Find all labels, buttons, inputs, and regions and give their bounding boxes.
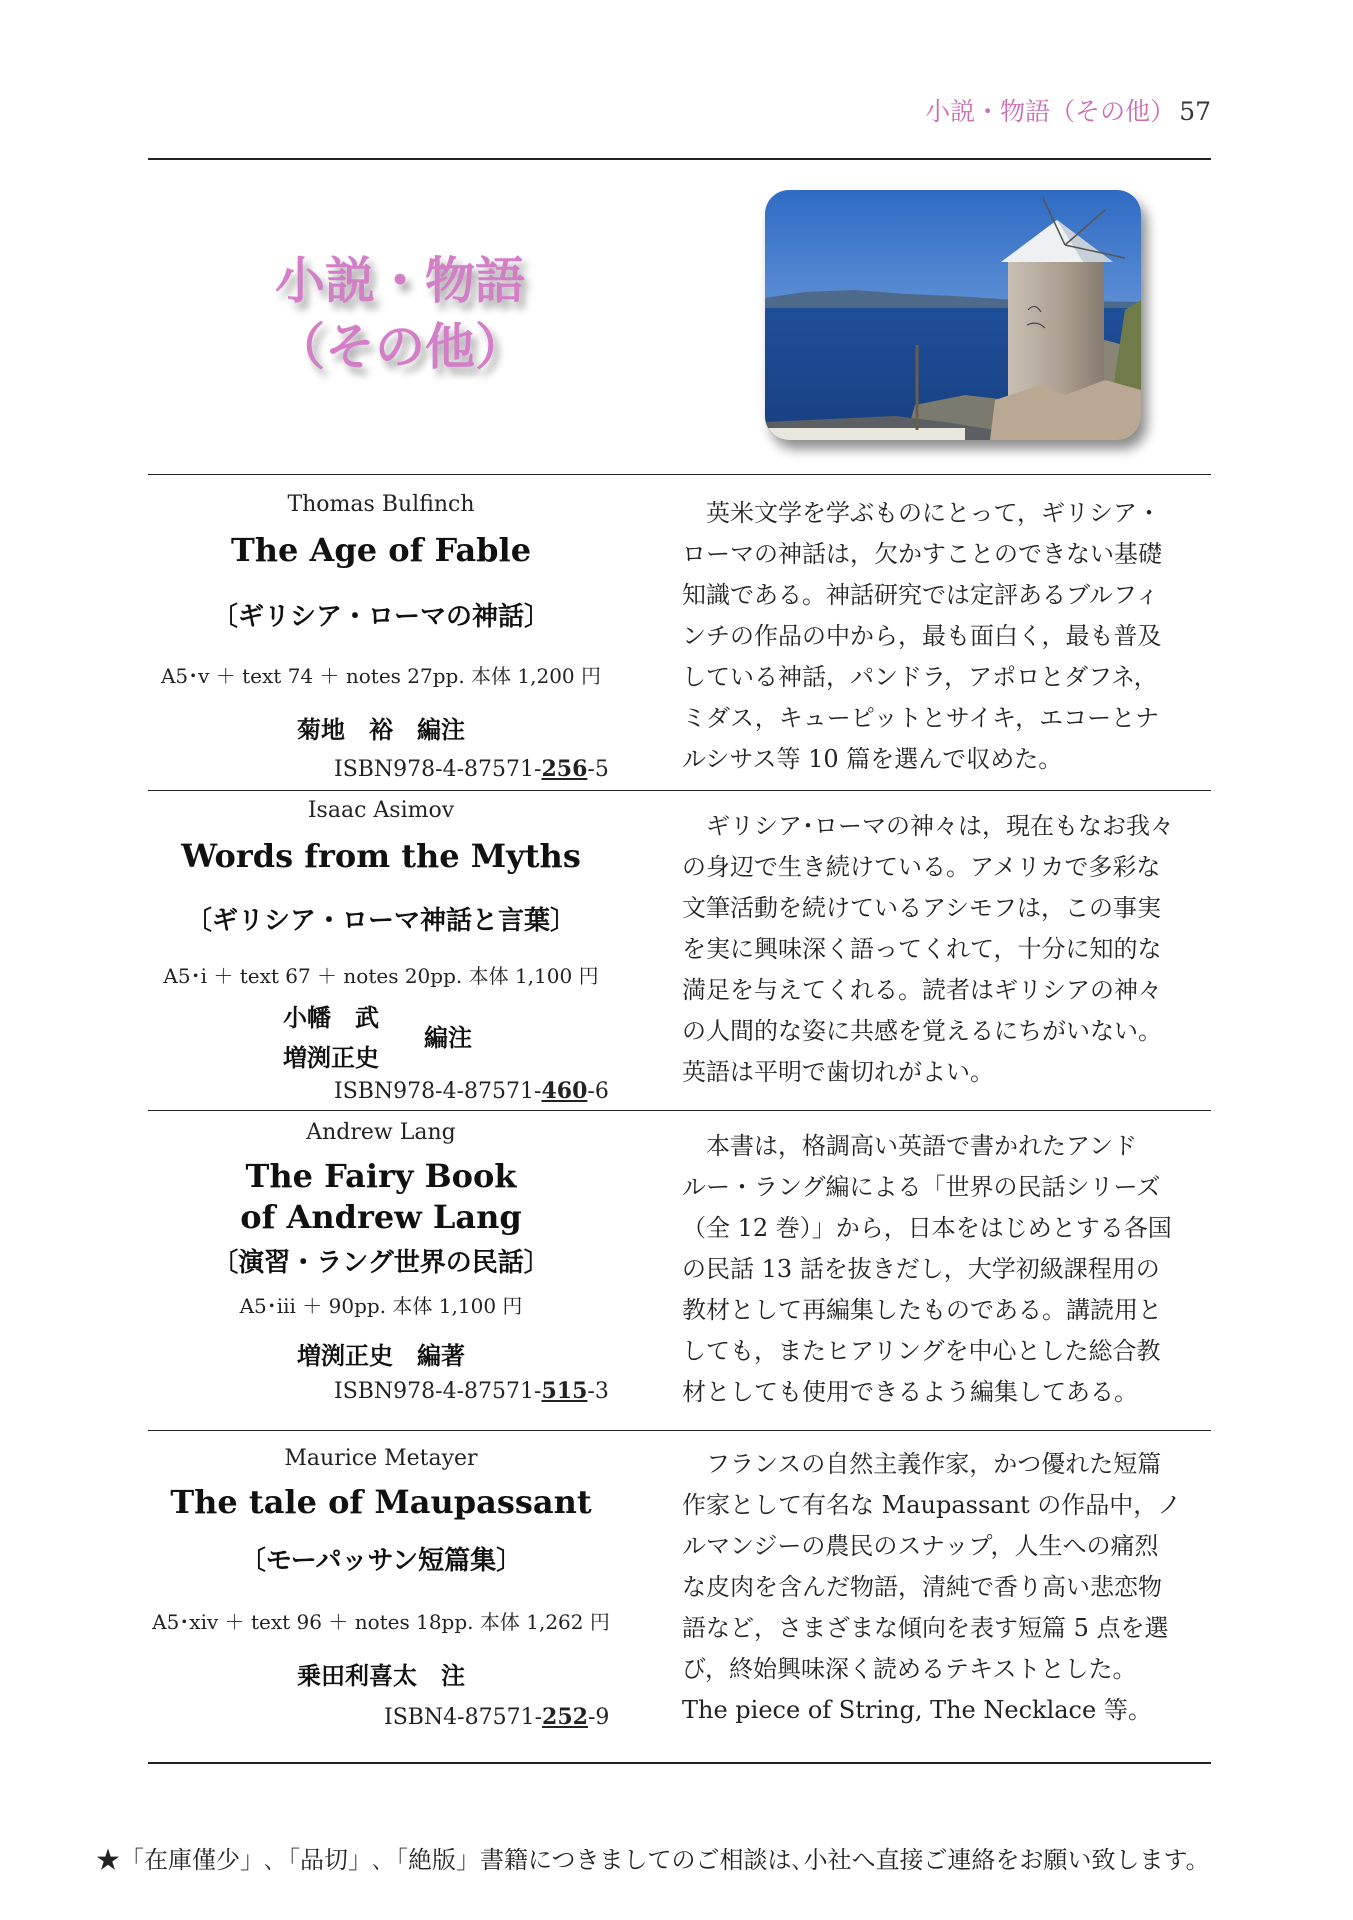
description-line: しても，またヒアリングを中心とした総合教 <box>682 1337 1161 1365</box>
book-spec: A5･v ＋ text 74 ＋ notes 27pp. 本体 1,200 円 <box>160 664 602 688</box>
description-line: 本書は，格調高い英語で書かれたアンド <box>682 1132 1138 1160</box>
book-author: Isaac Asimov <box>307 798 455 823</box>
book-title-line: of Andrew Lang <box>240 1198 522 1236</box>
description-line: 英米文学を学ぶものにとって，ギリシア・ <box>682 499 1162 527</box>
isbn-suffix: -6 <box>587 1079 609 1104</box>
windmill-photo <box>765 190 1141 440</box>
description-line: 語など，さまざまな傾向を表す短篇 5 点を選 <box>682 1614 1169 1642</box>
book-jp-title: 〔演習・ラング世界の民話〕 <box>212 1248 550 1278</box>
editor-role: 編注 <box>424 1024 472 1052</box>
book-title: The Age of Fable <box>230 531 532 569</box>
book-spec: A5･iii ＋ 90pp. 本体 1,100 円 <box>239 1294 523 1318</box>
section-title-line1: 小説・物語 <box>275 252 525 310</box>
description-line: ルマンジーの農民のスナップ，人生への痛烈 <box>682 1532 1159 1560</box>
description-line: 文筆活動を続けているアシモフは，この事実 <box>682 894 1162 922</box>
description-line: ギリシア･ローマの神々は，現在もなお我々 <box>682 812 1174 840</box>
description-line: ルシサス等 10 篇を選んで収めた。 <box>682 745 1063 773</box>
header-rule <box>148 158 1211 160</box>
isbn-suffix: -5 <box>587 757 609 782</box>
description-line: ミダス，キューピットとサイキ，エコーとナ <box>682 704 1160 732</box>
section-title <box>200 248 600 380</box>
book-description <box>682 493 1222 780</box>
description-line: 英語は平明で歯切れがよい。 <box>682 1058 994 1086</box>
description-line: の民話 13 話を抜きだし，大学初級課程用の <box>682 1255 1160 1283</box>
book-spec: A5･i ＋ text 67 ＋ notes 20pp. 本体 1,100 円 <box>163 964 599 988</box>
description-line: の身辺で生き続けている。アメリカで多彩な <box>682 853 1161 881</box>
section-title-line2: （その他） <box>275 318 525 376</box>
book-isbn <box>384 1704 609 1730</box>
description-line: 満足を与えてくれる。読者はギリシアの神々 <box>682 976 1162 1004</box>
book-editors: 菊地 裕 編注 <box>297 716 465 744</box>
description-line: The piece of String, The Necklace 等。 <box>682 1696 1152 1724</box>
book-jp-title: 〔ギリシア・ローマの神話〕 <box>211 602 550 632</box>
isbn-code: 515 <box>541 1378 588 1404</box>
description-line: している神話，パンドラ，アポロとダフネ， <box>682 663 1158 691</box>
book-author: Maurice Metayer <box>284 1446 478 1471</box>
description-line: び，終始興味深く読めるテキストとした。 <box>682 1655 1137 1683</box>
book-description <box>682 806 1222 1093</box>
isbn-code: 460 <box>541 1078 588 1104</box>
book-author: Thomas Bulfinch <box>287 492 475 517</box>
isbn-code: 256 <box>541 756 588 782</box>
book-isbn <box>334 756 609 782</box>
book-title: The tale of Maupassant <box>170 1483 592 1521</box>
book-entry <box>148 1430 1211 1760</box>
running-title: 小説・物語（その他） <box>925 97 1176 126</box>
page-number: 57 <box>1179 97 1211 126</box>
description-line: （全 12 巻）」から，日本をはじめとする各国 <box>682 1214 1172 1242</box>
description-line: ルー・ラング編による「世界の民話シリーズ <box>682 1173 1161 1201</box>
running-head <box>925 92 1211 128</box>
book-isbn <box>334 1078 609 1104</box>
book-entry <box>148 790 1211 1110</box>
isbn-prefix: ISBN978-4-87571- <box>334 1079 542 1104</box>
editor-name: 小幡 武 <box>283 1004 379 1032</box>
description-line: ローマの神話は，欠かすことのできない基礎 <box>682 540 1162 568</box>
description-line: 知識である。神話研究では定評あるブルフィ <box>682 581 1160 609</box>
description-line: 教材として再編集したものである。講読用と <box>682 1296 1162 1324</box>
book-author: Andrew Lang <box>306 1120 456 1145</box>
book-spec: A5･xiv ＋ text 96 ＋ notes 18pp. 本体 1,262 円 <box>152 1610 610 1634</box>
book-title-line: The Fairy Book <box>245 1157 517 1195</box>
book-jp-title: 〔モーパッサン短篇集〕 <box>239 1546 523 1576</box>
book-isbn <box>334 1378 609 1404</box>
description-line: 作家として有名な Maupassant の作品中，ノ <box>682 1491 1182 1519</box>
isbn-prefix: ISBN978-4-87571- <box>334 757 542 782</box>
isbn-suffix: -3 <box>587 1379 609 1404</box>
description-line: 材としても使用できるよう編集してある。 <box>682 1378 1138 1406</box>
description-line: な皮肉を含んだ物語，清純で香り高い悲恋物 <box>682 1573 1162 1601</box>
book-title: Words from the Myths <box>181 837 581 875</box>
footer-notice: ★「在庫僅少」､「品切」､「絶版」書籍につきましてのご相談は､小社へ直接ご連絡をお願い致します。 <box>96 1846 1210 1874</box>
book-description <box>682 1126 1222 1413</box>
book-editors: 増渕正史 編著 <box>297 1342 465 1370</box>
book-jp-title: 〔ギリシア・ローマ神話と言葉〕 <box>185 906 576 936</box>
isbn-prefix: ISBN4-87571- <box>384 1705 543 1730</box>
isbn-prefix: ISBN978-4-87571- <box>334 1379 542 1404</box>
description-line: フランスの自然主義作家，かつ優れた短篇 <box>682 1450 1162 1478</box>
editor-name: 増渕正史 <box>283 1044 379 1072</box>
description-line: の人間的な姿に共感を覚えるにちがいない。 <box>682 1017 1162 1045</box>
book-editors: 乗田利喜太 注 <box>297 1662 465 1690</box>
book-entry <box>148 1110 1211 1430</box>
book-title <box>148 1156 614 1238</box>
description-line: を実に興味深く語ってくれて，十分に知的な <box>682 935 1162 963</box>
description-line: ンチの作品の中から，最も面白く，最も普及 <box>682 622 1162 650</box>
book-entry <box>148 474 1211 789</box>
book-editors <box>283 998 379 1078</box>
isbn-code: 252 <box>542 1704 588 1730</box>
bottom-rule <box>148 1762 1211 1764</box>
book-description <box>682 1444 1222 1731</box>
isbn-suffix: -9 <box>587 1705 610 1730</box>
